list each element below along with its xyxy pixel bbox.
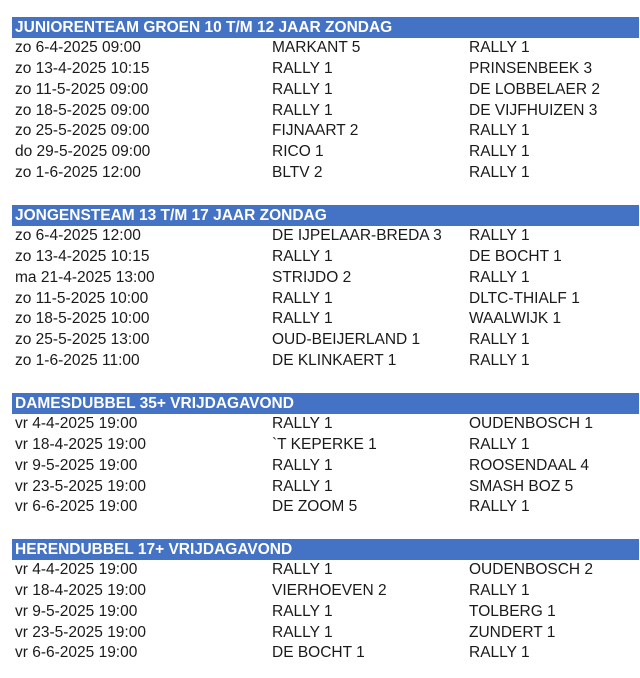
match-datetime: vr 23-5-2025 19:00 (15, 623, 146, 641)
home-team: RALLY 1 (272, 623, 333, 641)
home-team: RICO 1 (272, 143, 324, 161)
home-team: RALLY 1 (272, 310, 333, 328)
match-row (12, 309, 639, 330)
match-row (12, 101, 639, 122)
match-datetime: zo 25-5-2025 09:00 (15, 122, 150, 140)
away-team: RALLY 1 (469, 331, 530, 349)
match-datetime: vr 23-5-2025 19:00 (15, 477, 146, 495)
match-datetime: do 29-5-2025 09:00 (15, 143, 151, 161)
match-datetime: vr 6-6-2025 19:00 (15, 644, 138, 662)
away-team: RALLY 1 (469, 143, 530, 161)
match-row (12, 142, 639, 163)
home-team: DE ZOOM 5 (272, 498, 358, 516)
home-team: RALLY 1 (272, 80, 333, 98)
match-datetime: zo 11-5-2025 10:00 (15, 289, 149, 307)
section-damesdubbel (12, 393, 639, 518)
match-datetime: ma 21-4-2025 13:00 (15, 268, 155, 286)
home-team: RALLY 1 (272, 602, 333, 620)
home-team: RALLY 1 (272, 456, 333, 474)
match-row (12, 351, 639, 372)
match-datetime: vr 18-4-2025 19:00 (15, 581, 146, 599)
section-jongensteam (12, 205, 639, 372)
home-team: VIERHOEVEN 2 (272, 581, 387, 599)
away-team: OUDENBOSCH 1 (469, 415, 594, 432)
home-team: BLTV 2 (272, 164, 323, 182)
away-team: WAALWIJK 1 (469, 310, 562, 328)
home-team: MARKANT 5 (272, 39, 361, 56)
match-datetime: zo 13-4-2025 10:15 (15, 59, 150, 77)
match-row (12, 289, 639, 310)
match-row (12, 247, 639, 268)
match-datetime: vr 6-6-2025 19:00 (15, 498, 138, 516)
section-title: DAMESDUBBEL 35+ VRIJDAGAVOND (12, 393, 639, 414)
section-title: JONGENSTEAM 13 T/M 17 JAAR ZONDAG (12, 205, 639, 226)
home-team: DE BOCHT 1 (272, 644, 365, 662)
away-team: DE VIJFHUIZEN 3 (469, 101, 598, 119)
match-row (12, 643, 639, 664)
match-row (12, 623, 639, 644)
match-row (12, 121, 639, 142)
match-datetime: vr 4-4-2025 19:00 (15, 561, 138, 578)
match-row (12, 581, 639, 602)
section-title: JUNIORENTEAM GROEN 10 T/M 12 JAAR ZONDAG (12, 17, 639, 38)
away-team: RALLY 1 (469, 644, 530, 662)
section-title: HERENDUBBEL 17+ VRIJDAGAVOND (12, 539, 639, 560)
match-row (12, 59, 639, 80)
home-team: OUD-BEIJERLAND 1 (272, 331, 421, 349)
away-team: RALLY 1 (469, 435, 530, 453)
match-row (12, 330, 639, 351)
match-row (12, 163, 639, 184)
section-herendubbel (12, 539, 639, 664)
match-row (12, 268, 639, 289)
home-team: RALLY 1 (272, 289, 333, 307)
match-datetime: zo 18-5-2025 10:00 (15, 310, 150, 328)
home-team: RALLY 1 (272, 477, 333, 495)
match-datetime: zo 18-5-2025 09:00 (15, 101, 150, 119)
match-datetime: zo 6-4-2025 09:00 (15, 39, 141, 56)
match-datetime: zo 1-6-2025 11:00 (15, 352, 140, 370)
away-team: DE LOBBELAER 2 (469, 80, 600, 98)
match-row (12, 80, 639, 101)
home-team: RALLY 1 (272, 561, 333, 578)
home-team: RALLY 1 (272, 415, 333, 432)
match-row (12, 414, 639, 435)
away-team: RALLY 1 (469, 268, 530, 286)
match-datetime: zo 13-4-2025 10:15 (15, 247, 150, 265)
away-team: SMASH BOZ 5 (469, 477, 574, 495)
match-datetime: vr 4-4-2025 19:00 (15, 415, 138, 432)
match-datetime: zo 6-4-2025 12:00 (15, 227, 141, 244)
match-row (12, 435, 639, 456)
away-team: RALLY 1 (469, 164, 530, 182)
match-datetime: zo 1-6-2025 12:00 (15, 164, 141, 182)
section-juniorenteam (12, 17, 639, 184)
away-team: RALLY 1 (469, 352, 530, 370)
home-team: DE IJPELAAR-BREDA 3 (272, 227, 442, 244)
home-team: RALLY 1 (272, 101, 333, 119)
match-row (12, 497, 639, 518)
away-team: ZUNDERT 1 (469, 623, 556, 641)
away-team: ROOSENDAAL 4 (469, 456, 590, 474)
home-team: STRIJDO 2 (272, 268, 352, 286)
away-team: RALLY 1 (469, 227, 530, 244)
home-team: RALLY 1 (272, 247, 333, 265)
away-team: RALLY 1 (469, 122, 530, 140)
home-team: FIJNAART 2 (272, 122, 359, 140)
away-team: RALLY 1 (469, 498, 530, 516)
match-row (12, 456, 639, 477)
away-team: OUDENBOSCH 2 (469, 561, 594, 578)
away-team: RALLY 1 (469, 39, 530, 56)
away-team: TOLBERG 1 (469, 602, 556, 620)
away-team: RALLY 1 (469, 581, 530, 599)
away-team: DLTC-THIALF 1 (469, 289, 580, 307)
away-team: PRINSENBEEK 3 (469, 59, 593, 77)
match-datetime: vr 18-4-2025 19:00 (15, 435, 146, 453)
match-row (12, 602, 639, 623)
match-datetime: vr 9-5-2025 19:00 (15, 456, 138, 474)
match-row (12, 38, 639, 59)
match-row (12, 226, 639, 247)
home-team: RALLY 1 (272, 59, 333, 77)
match-row (12, 560, 639, 581)
home-team: DE KLINKAERT 1 (272, 352, 397, 370)
match-row (12, 477, 639, 498)
match-datetime: vr 9-5-2025 19:00 (15, 602, 138, 620)
home-team: `T KEPERKE 1 (272, 435, 377, 453)
away-team: DE BOCHT 1 (469, 247, 562, 265)
match-datetime: zo 25-5-2025 13:00 (15, 331, 150, 349)
match-datetime: zo 11-5-2025 09:00 (15, 80, 149, 98)
